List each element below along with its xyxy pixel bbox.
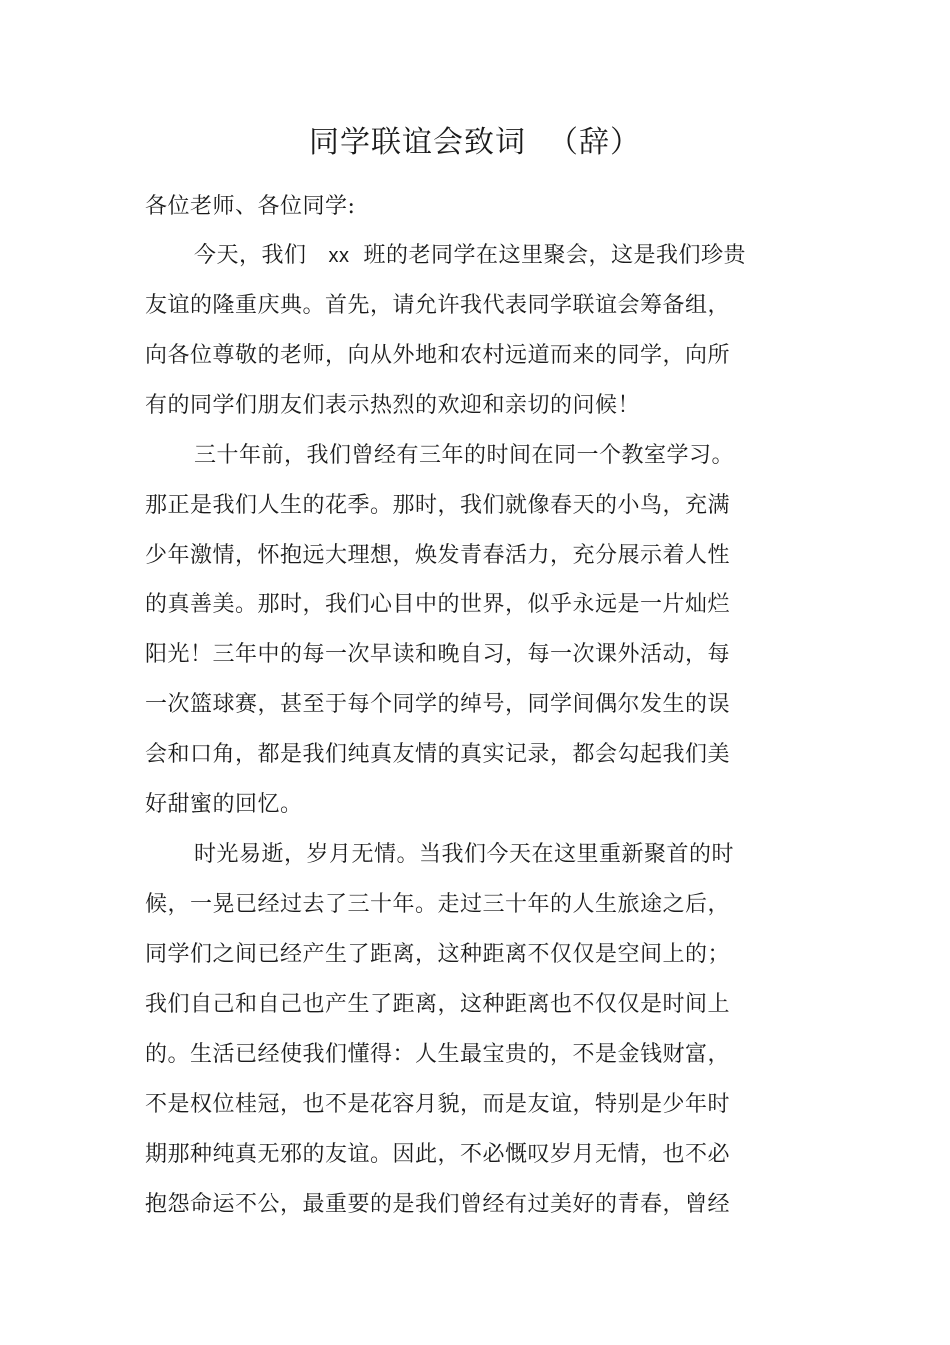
title-paren: （辞） bbox=[548, 125, 641, 160]
paragraph-2-line-7: 会和口角，都是我们纯真友情的真实记录，都会勾起我们美 bbox=[145, 742, 731, 767]
paragraph-2-line-1: 三十年前，我们曾经有三年的时间在同一个教室学习。 bbox=[194, 443, 735, 468]
paragraph-3-line-7: 期那种纯真无邪的友谊。因此，不必慨叹岁月无情，也不必 bbox=[145, 1142, 731, 1167]
paragraph-3-line-2: 候，一晃已经过去了三十年。走过三十年的人生旅途之后， bbox=[145, 892, 731, 917]
class-code: xx bbox=[328, 245, 350, 267]
paragraph-2-line-6: 一次篮球赛，甚至于每个同学的绰号，同学间偶尔发生的误 bbox=[145, 692, 731, 717]
paragraph-1-line-3: 向各位尊敬的老师，向从外地和农村远道而来的同学，向所 bbox=[145, 343, 731, 368]
paragraph-3-line-8: 抱怨命运不公，最重要的是我们曾经有过美好的青春，曾经 bbox=[145, 1192, 731, 1217]
paragraph-3-line-6: 不是权位桂冠，也不是花容月貌，而是友谊，特别是少年时 bbox=[145, 1092, 731, 1117]
p1-line1-part-a: 今天，我们 bbox=[194, 243, 307, 268]
paragraph-2-line-2: 那正是我们人生的花季。那时，我们就像春天的小鸟，充满 bbox=[145, 493, 731, 518]
document-title bbox=[0, 120, 950, 166]
paragraph-2-line-8: 好甜蜜的回忆。 bbox=[145, 792, 303, 817]
salutation: 各位老师、各位同学: bbox=[145, 194, 356, 219]
paragraph-2-line-5: 阳光！三年中的每一次早读和晚自习，每一次课外活动，每 bbox=[145, 642, 731, 667]
paragraph-2-line-4: 的真善美。那时，我们心目中的世界，似乎永远是一片灿烂 bbox=[145, 592, 731, 617]
paragraph-3-line-4: 我们自己和自己也产生了距离，这种距离也不仅仅是时间上 bbox=[145, 992, 731, 1017]
title-main: 同学联谊会致词 bbox=[309, 125, 526, 160]
p1-line1-part-b: 班的老同学在这里聚会，这是我们珍贵 bbox=[363, 243, 747, 268]
paragraph-3-line-5: 的。生活已经使我们懂得：人生最宝贵的，不是金钱财富， bbox=[145, 1042, 731, 1067]
paragraph-1-line-4: 有的同学们朋友们表示热烈的欢迎和亲切的问候！ bbox=[145, 393, 641, 418]
paragraph-1-line-2: 友谊的隆重庆典。首先，请允许我代表同学联谊会筹备组， bbox=[145, 293, 731, 318]
paragraph-3-line-3: 同学们之间已经产生了距离，这种距离不仅仅是空间上的； bbox=[145, 942, 731, 967]
paragraph-3-line-1: 时光易逝，岁月无情。当我们今天在这里重新聚首的时 bbox=[194, 842, 735, 867]
paragraph-1-line-1 bbox=[194, 241, 746, 271]
paragraph-2-line-3: 少年激情，怀抱远大理想，焕发青春活力，充分展示着人性 bbox=[145, 543, 731, 568]
